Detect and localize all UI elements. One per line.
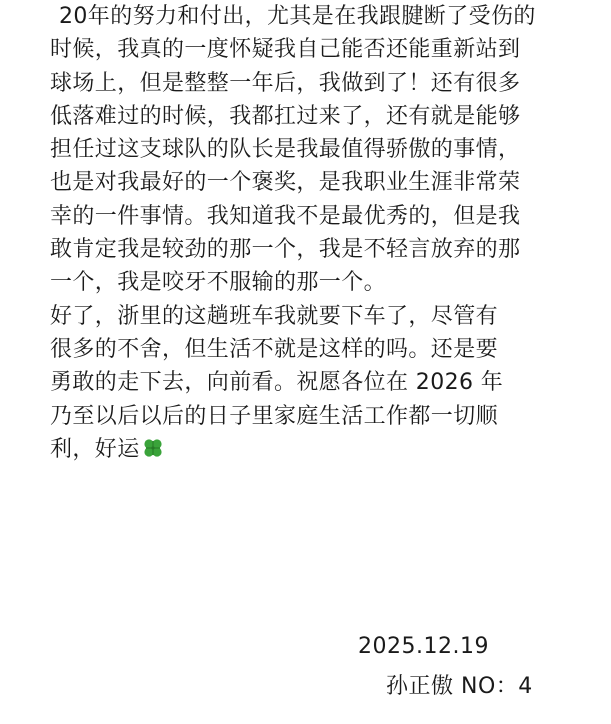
letter-line-14-text: 利，好运 [50, 436, 140, 462]
letter-line-12: 勇敢的走下去，向前看。祝愿各位在 2026 年 [50, 370, 504, 396]
signoff-date: 2025.12.19 [358, 634, 489, 659]
letter-line-2: 时候，我真的一度怀疑我自己能否还能重新站到 [50, 37, 521, 63]
letter-line-11: 很多的不舍，但生活不就是这样的吗。还是要 [50, 336, 499, 362]
letter-line-1: 20年的努力和付出，尤其是在我跟腱断了受伤的 [59, 4, 536, 29]
letter-line-8: 敢肯定我是较劲的那一个，我是不轻言放弃的那 [50, 237, 521, 263]
letter-line-14 [50, 433, 590, 466]
letter-line-6: 也是对我最好的一个褒奖，是我职业生涯非常荣 [50, 170, 521, 196]
letter-line-4: 低落难过的时候，我都扛过来了，还有就是能够 [50, 103, 521, 129]
letter-line-7: 幸的一件事情。我知道我不是最优秀的，但是我 [50, 203, 521, 229]
letter-line-10: 好了，浙里的这趟班车我就要下车了，尽管有 [50, 303, 499, 329]
signoff-signature: 孙正傲 NO：4 [386, 674, 533, 699]
letter-line-3: 球场上，但是整整一年后，我做到了！还有很多 [50, 70, 521, 96]
letter-line-5: 担任过这支球队的队长是我最值得骄傲的事情， [50, 137, 521, 163]
letter-line-9: 一个，我是咬牙不服输的那一个。 [50, 270, 387, 296]
letter-line-13: 乃至以后以后的日子里家庭生活工作都一切顺 [50, 403, 499, 429]
four-leaf-clover-icon [142, 436, 164, 458]
letter-body [50, 0, 590, 466]
